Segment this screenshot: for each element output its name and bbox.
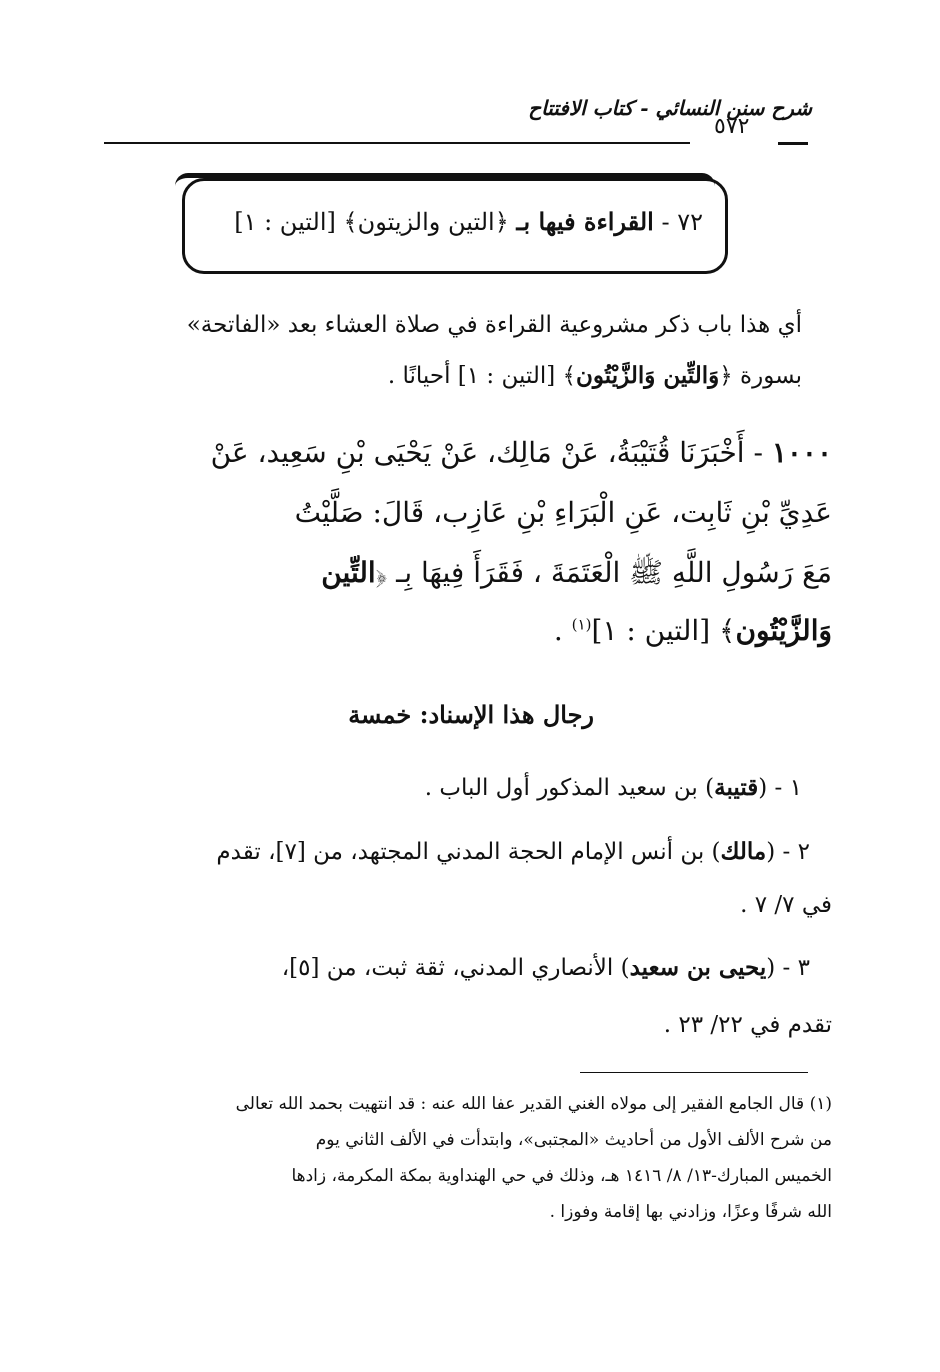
page-number: ٥٧٢ [714,114,750,139]
footnote-line-4: الله شرفًا وعزًا، وزادني بها إقامة وفوزا . [549,1202,832,1222]
chapter-title-bold: القراءة فيها بـ [516,207,654,236]
hadith-citation: ﴾ [التين : ١] [591,614,736,647]
narrator-3 [282,956,810,980]
intro-line-2-post: ﴾ [التين : ١] أحيانًا . [387,363,577,389]
intro-quran-words: وَالتِّين وَالزَّيْتُون [576,362,720,389]
intro-line-1: أي هذا باب ذكر مشروعية القراءة في صلاة العشاء بعد «الفاتحة» [186,312,802,338]
narrator-2-name: مالك [720,838,767,865]
hadith-line-3 [321,556,832,596]
chapter-title-rest: ﴿التين والزيتون﴾ [التين : ١] [234,208,509,236]
running-title: شرح سنن النسائي - كتاب الافتتاح [528,96,812,120]
footnote-line-3: الخميس المبارك-١٣/ ٨/ ١٤١٦ هـ، وذلك في حي الهنداوية بمكة المكرمة، زادها [291,1166,832,1186]
narrator-1-name: قتيبة [714,774,759,801]
narrator-3-name: يحيى بن سعيد [629,954,767,981]
footnote-line-1: (١) قال الجامع الفقير إلى مولاه الغني القدير عفا الله عنه : قد انتهيت بحمد الله تعالى [235,1094,832,1114]
intro-line-2 [388,364,802,388]
narrator-3-index: ٣ - ( [766,955,810,981]
hadith-line-1-text: - أَخْبَرَنَا قُتَيْبَةُ، عَنْ مَالِك، عَنْ يَحْيَى بْنِ سَعِيد، عَنْ [210,436,763,469]
intro-line-2-pre: بسورة ﴿ [719,363,802,389]
footnote-reference: (١) [571,615,592,634]
chapter-title [234,207,703,236]
hadith-number: ١٠٠٠ [771,436,832,469]
header-rule [104,142,690,144]
chapter-number: ٧٢ - [661,208,703,236]
hadith-line-4-end: . [553,614,572,647]
narrator-1-index: ١ - ( [758,775,802,801]
narrator-2-continuation: في ٧/ ٧ . [740,892,832,918]
narrator-1 [425,776,802,800]
hadith-quran-word: التِّين [321,556,376,589]
footnote-line-2: من شرح الألف الأول من أحاديث «المجتبى»، وابتدأت في الألف الثاني يوم [315,1130,832,1150]
narrator-2 [216,840,810,864]
hadith-line-1 [211,436,832,469]
chapter-title-frame [182,178,728,274]
narrators-heading: رجال هذا الإسناد: خمسة [348,700,594,729]
narrator-2-index: ٢ - ( [766,839,810,865]
hadith-line-2: عَدِيِّ بْنِ ثَابِت، عَنِ الْبَرَاءِ بْنِ عَازِب، قَالَ: صَلَّيْتُ [294,496,832,529]
narrator-3-desc: ) الأنصاري المدني، ثقة ثبت، من [٥]، [281,955,630,981]
narrator-1-desc: ) بن سعيد المذكور أول الباب . [424,775,715,801]
narrator-2-desc: ) بن أنس الإمام الحجة المدني المجتهد، من [٧]، تقدم [216,839,721,865]
hadith-line-3-text: مَعَ رَسُولِ اللَّهِ ﷺ الْعَتَمَةَ ، فَقَرَأَ فِيهَا بِـ ﴿ [375,556,832,589]
hadith-line-4 [554,614,832,647]
footnote-rule [580,1072,808,1073]
hadith-quran-word-2: وَالزَّيْتُون [735,614,832,647]
page-number-rule [778,142,808,145]
narrator-3-continuation: تقدم في ٢٢/ ٢٣ . [663,1012,832,1038]
